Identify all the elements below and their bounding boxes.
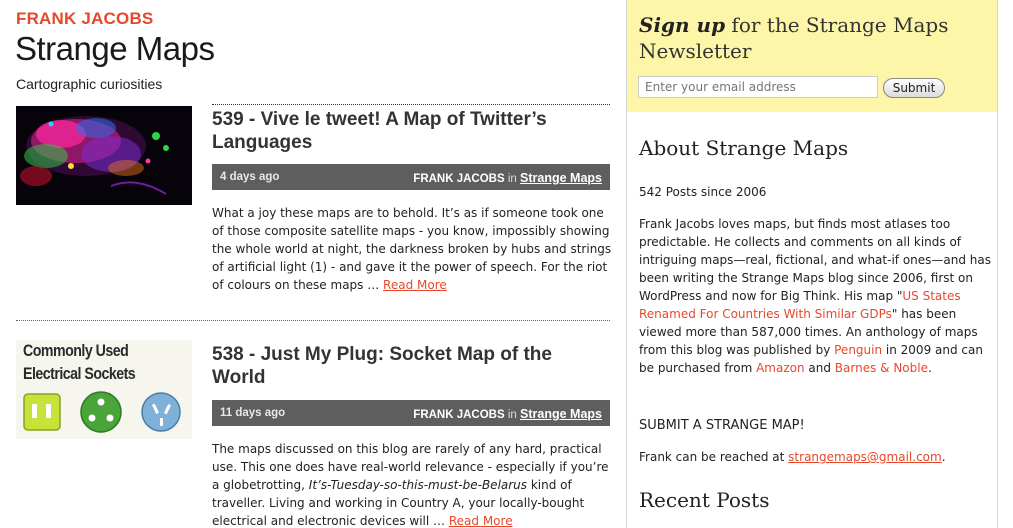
about-text-part: in 2009 and can be purchased from [639, 343, 983, 375]
signup-label: Sign up [639, 13, 726, 37]
read-more-link[interactable]: Read More [448, 514, 513, 528]
divider [16, 320, 610, 321]
post-author[interactable]: FRANK JACOBS [413, 409, 505, 421]
author-name[interactable]: FRANK JACOBS [16, 9, 154, 28]
divider [212, 104, 610, 105]
contact-email-link[interactable]: strangemaps@gmail.com [788, 450, 942, 464]
recent-posts-heading: Recent Posts [639, 488, 770, 512]
post-title-538[interactable]: 538 - Just My Plug: Socket Map of the World [212, 344, 552, 388]
post-date: 4 days ago [220, 171, 280, 183]
contact-text [639, 450, 946, 464]
newsletter-heading-rest: for the Strange Maps Newsletter [639, 13, 949, 63]
post-excerpt [212, 204, 612, 294]
post-in-label: in [507, 409, 517, 421]
post-excerpt [212, 440, 612, 528]
post-title-539[interactable]: 539 - Vive le tweet! A Map of Twitter’s Languages [212, 109, 547, 153]
read-more-link[interactable]: Read More [383, 278, 447, 292]
about-heading: About Strange Maps [639, 136, 849, 160]
thumbnail-caption-line-1: Commonly Used [23, 342, 129, 360]
twitter-map-image [16, 106, 192, 205]
post-category-link[interactable]: Strange Maps [520, 171, 602, 185]
penguin-link[interactable]: Penguin [834, 343, 883, 357]
newsletter-signup-box [627, 0, 997, 112]
about-text-part: Frank Jacobs loves maps, but finds most atlases too predictable. He collects and comments on all kinds of intriguing maps—real, fictional, and what-if ones—and has been writing the Strange Maps blog since 2006, first on WordPress and now for Big Think. His map " [639, 217, 992, 303]
submit-map-heading: SUBMIT A STRANGE MAP! [639, 418, 805, 433]
post-byline [413, 171, 602, 185]
excerpt-text: kind of traveller. Living and working in Country A, your locally-bought electrical and electronic devices will … [212, 478, 585, 528]
excerpt-italic-text: It’s-Tuesday-so-this-must-be-Belarus [308, 478, 528, 492]
amazon-link[interactable]: Amazon [756, 361, 805, 375]
post-thumbnail-socket-map[interactable] [16, 340, 192, 439]
blog-title[interactable]: Strange Maps [15, 30, 215, 67]
sidebar [626, 0, 998, 528]
sockets-icon [16, 340, 192, 439]
gdp-map-link[interactable]: US States Renamed For Countries With Similar GDPs [639, 289, 961, 321]
post-in-label: in [507, 173, 517, 185]
about-text [639, 215, 995, 377]
post-date: 11 days ago [220, 407, 286, 419]
post-meta-bar [212, 400, 610, 426]
blog-tagline: Cartographic curiosities [16, 76, 163, 92]
newsletter-heading [639, 12, 989, 64]
about-text-part: " has been viewed more than 587,000 times. An anthology of maps from this blog was published by [639, 307, 978, 357]
contact-label: Frank can be reached at [639, 450, 789, 464]
about-text-part: and [804, 361, 835, 375]
post-thumbnail-twitter-map[interactable] [16, 106, 192, 205]
about-text-part: . [927, 361, 932, 375]
contact-end: . [941, 450, 946, 464]
thumbnail-caption-line-2: Electrical Sockets [23, 365, 136, 383]
post-byline [413, 407, 602, 421]
barnes-noble-link[interactable]: Barnes & Noble [834, 361, 928, 375]
excerpt-text: The maps discussed on this blog are rarely of any hard, practical use. This one does have real-world relevance - especially if you’re a globetrotting, [212, 442, 609, 492]
post-category-link[interactable]: Strange Maps [520, 407, 602, 421]
post-count: 542 Posts since 2006 [639, 185, 767, 199]
post-author[interactable]: FRANK JACOBS [413, 173, 505, 185]
post-meta-bar [212, 164, 610, 190]
excerpt-text: What a joy these maps are to behold. It’s as if someone took one of those composite satellite maps - you know, impossibly showing the whole world at night, the darkness broken by hubs and strings of artificial light (1) - and gave it the power of speech. For the riot of colours on these maps … [212, 206, 612, 292]
email-input[interactable] [638, 76, 878, 98]
submit-button[interactable]: Submit [883, 78, 945, 98]
